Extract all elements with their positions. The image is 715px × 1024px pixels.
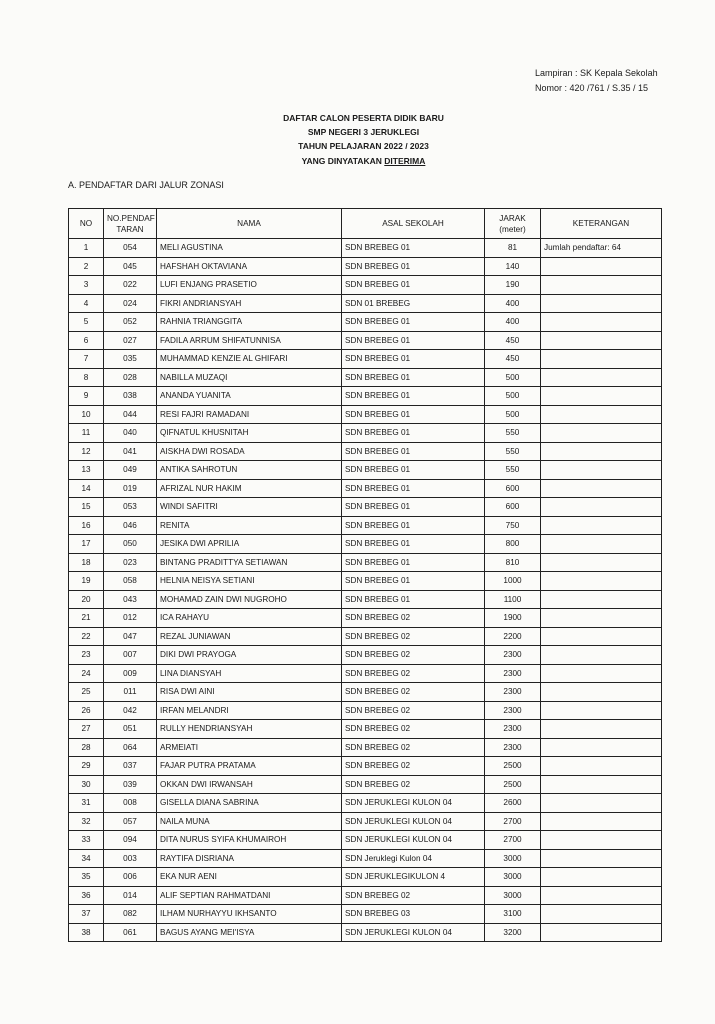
cell-no-pendaftaran: 045 <box>104 257 157 276</box>
cell-nama: RENITA <box>157 516 342 535</box>
cell-asal-sekolah: SDN BREBEG 01 <box>342 405 485 424</box>
cell-keterangan <box>541 609 662 628</box>
cell-no: 19 <box>69 572 104 591</box>
lampiran-block <box>535 66 658 96</box>
cell-asal-sekolah: SDN JERUKLEGI KULON 04 <box>342 794 485 813</box>
cell-jarak: 750 <box>485 516 541 535</box>
cell-no: 16 <box>69 516 104 535</box>
table-row <box>69 257 662 276</box>
cell-no: 29 <box>69 757 104 776</box>
table-row <box>69 442 662 461</box>
title-line-2: SMP NEGERI 3 JERUKLEGI <box>307 127 420 138</box>
cell-keterangan <box>541 868 662 887</box>
cell-no: 7 <box>69 350 104 369</box>
cell-nama: FIKRI ANDRIANSYAH <box>157 294 342 313</box>
cell-asal-sekolah: SDN BREBEG 01 <box>342 572 485 591</box>
table-row <box>69 757 662 776</box>
section-heading: A. PENDAFTAR DARI JALUR ZONASI <box>68 180 224 190</box>
cell-no-pendaftaran: 041 <box>104 442 157 461</box>
cell-jarak: 500 <box>485 387 541 406</box>
cell-keterangan <box>541 442 662 461</box>
title-line-4 <box>12 154 715 168</box>
cell-no: 28 <box>69 738 104 757</box>
cell-keterangan <box>541 886 662 905</box>
table-row <box>69 701 662 720</box>
cell-jarak: 2500 <box>485 775 541 794</box>
cell-no: 22 <box>69 627 104 646</box>
cell-no: 8 <box>69 368 104 387</box>
cell-nama: RISA DWI AINI <box>157 683 342 702</box>
table-row <box>69 461 662 480</box>
cell-no-pendaftaran: 053 <box>104 498 157 517</box>
cell-no-pendaftaran: 049 <box>104 461 157 480</box>
cell-nama: AFRIZAL NUR HAKIM <box>157 479 342 498</box>
cell-nama: DIKI DWI PRAYOGA <box>157 646 342 665</box>
table-row <box>69 683 662 702</box>
cell-keterangan <box>541 701 662 720</box>
cell-keterangan <box>541 479 662 498</box>
cell-jarak: 2300 <box>485 738 541 757</box>
cell-asal-sekolah: SDN BREBEG 02 <box>342 609 485 628</box>
header-nama: NAMA <box>157 209 342 239</box>
cell-asal-sekolah: SDN BREBEG 02 <box>342 757 485 776</box>
cell-jarak: 2300 <box>485 646 541 665</box>
cell-nama: DITA NURUS SYIFA KHUMAIROH <box>157 831 342 850</box>
table-row <box>69 535 662 554</box>
cell-no-pendaftaran: 037 <box>104 757 157 776</box>
cell-nama: MELI AGUSTINA <box>157 239 342 258</box>
cell-asal-sekolah: SDN BREBEG 01 <box>342 331 485 350</box>
applicant-table <box>68 208 662 942</box>
cell-no-pendaftaran: 082 <box>104 905 157 924</box>
cell-no-pendaftaran: 057 <box>104 812 157 831</box>
cell-no: 3 <box>69 276 104 295</box>
cell-asal-sekolah: SDN BREBEG 02 <box>342 720 485 739</box>
cell-keterangan <box>541 572 662 591</box>
cell-jarak: 810 <box>485 553 541 572</box>
cell-asal-sekolah: SDN BREBEG 01 <box>342 313 485 332</box>
table-row <box>69 775 662 794</box>
cell-jarak: 3100 <box>485 905 541 924</box>
cell-no-pendaftaran: 019 <box>104 479 157 498</box>
cell-jarak: 600 <box>485 479 541 498</box>
header-no-pendaftaran-line-2: TARAN <box>116 224 144 234</box>
lampiran-line: Lampiran : SK Kepala Sekolah <box>535 68 658 78</box>
cell-no-pendaftaran: 003 <box>104 849 157 868</box>
table-row <box>69 923 662 942</box>
cell-no-pendaftaran: 064 <box>104 738 157 757</box>
cell-no-pendaftaran: 050 <box>104 535 157 554</box>
cell-jarak: 190 <box>485 276 541 295</box>
cell-keterangan <box>541 387 662 406</box>
table-header-row <box>69 209 662 239</box>
cell-no: 27 <box>69 720 104 739</box>
cell-no-pendaftaran: 035 <box>104 350 157 369</box>
cell-asal-sekolah: SDN BREBEG 02 <box>342 627 485 646</box>
cell-no: 1 <box>69 239 104 258</box>
cell-no: 35 <box>69 868 104 887</box>
cell-no: 20 <box>69 590 104 609</box>
table-row <box>69 609 662 628</box>
cell-no-pendaftaran: 051 <box>104 720 157 739</box>
cell-keterangan <box>541 738 662 757</box>
cell-keterangan <box>541 350 662 369</box>
cell-no-pendaftaran: 028 <box>104 368 157 387</box>
cell-asal-sekolah: SDN BREBEG 02 <box>342 683 485 702</box>
cell-nama: EKA NUR AENI <box>157 868 342 887</box>
cell-keterangan <box>541 535 662 554</box>
table-row <box>69 646 662 665</box>
cell-nama: LINA DIANSYAH <box>157 664 342 683</box>
table-row <box>69 886 662 905</box>
cell-no-pendaftaran: 040 <box>104 424 157 443</box>
table-row <box>69 331 662 350</box>
cell-no: 13 <box>69 461 104 480</box>
cell-nama: IRFAN MELANDRI <box>157 701 342 720</box>
cell-asal-sekolah: SDN BREBEG 01 <box>342 276 485 295</box>
cell-jarak: 2300 <box>485 720 541 739</box>
cell-nama: MOHAMAD ZAIN DWI NUGROHO <box>157 590 342 609</box>
cell-asal-sekolah: SDN 01 BREBEG <box>342 294 485 313</box>
cell-keterangan <box>541 831 662 850</box>
table-row <box>69 479 662 498</box>
cell-no: 31 <box>69 794 104 813</box>
cell-keterangan <box>541 461 662 480</box>
cell-nama: ALIF SEPTIAN RAHMATDANI <box>157 886 342 905</box>
cell-keterangan <box>541 757 662 776</box>
table-row <box>69 849 662 868</box>
cell-nama: OKKAN DWI IRWANSAH <box>157 775 342 794</box>
cell-no-pendaftaran: 011 <box>104 683 157 702</box>
cell-no: 33 <box>69 831 104 850</box>
cell-asal-sekolah: SDN JERUKLEGI KULON 04 <box>342 923 485 942</box>
cell-nama: BAGUS AYANG MEI'ISYA <box>157 923 342 942</box>
cell-no-pendaftaran: 054 <box>104 239 157 258</box>
cell-no: 6 <box>69 331 104 350</box>
cell-asal-sekolah: SDN BREBEG 01 <box>342 239 485 258</box>
cell-nama: HAFSHAH OKTAVIANA <box>157 257 342 276</box>
cell-no-pendaftaran: 061 <box>104 923 157 942</box>
table-row <box>69 516 662 535</box>
cell-asal-sekolah: SDN BREBEG 01 <box>342 387 485 406</box>
cell-no: 15 <box>69 498 104 517</box>
cell-keterangan <box>541 794 662 813</box>
cell-no: 37 <box>69 905 104 924</box>
cell-no-pendaftaran: 052 <box>104 313 157 332</box>
cell-jarak: 2300 <box>485 683 541 702</box>
cell-nama: ARMEIATI <box>157 738 342 757</box>
cell-no-pendaftaran: 007 <box>104 646 157 665</box>
cell-no: 12 <box>69 442 104 461</box>
table-row <box>69 405 662 424</box>
table-row <box>69 627 662 646</box>
cell-jarak: 2700 <box>485 831 541 850</box>
cell-asal-sekolah: SDN BREBEG 02 <box>342 886 485 905</box>
table-row <box>69 498 662 517</box>
cell-jarak: 400 <box>485 294 541 313</box>
cell-nama: ANANDA YUANITA <box>157 387 342 406</box>
cell-keterangan <box>541 553 662 572</box>
cell-keterangan <box>541 498 662 517</box>
table-row <box>69 590 662 609</box>
cell-no: 25 <box>69 683 104 702</box>
cell-no: 23 <box>69 646 104 665</box>
table-row <box>69 350 662 369</box>
cell-jarak: 2200 <box>485 627 541 646</box>
cell-jarak: 600 <box>485 498 541 517</box>
table-row <box>69 572 662 591</box>
cell-keterangan <box>541 276 662 295</box>
cell-jarak: 500 <box>485 405 541 424</box>
table-row <box>69 368 662 387</box>
header-jarak <box>485 209 541 239</box>
cell-no-pendaftaran: 022 <box>104 276 157 295</box>
cell-keterangan <box>541 905 662 924</box>
cell-keterangan <box>541 683 662 702</box>
cell-no-pendaftaran: 014 <box>104 886 157 905</box>
cell-keterangan <box>541 405 662 424</box>
table-row <box>69 905 662 924</box>
cell-asal-sekolah: SDN BREBEG 01 <box>342 442 485 461</box>
cell-no-pendaftaran: 046 <box>104 516 157 535</box>
cell-asal-sekolah: SDN BREBEG 03 <box>342 905 485 924</box>
header-keterangan: KETERANGAN <box>541 209 662 239</box>
cell-asal-sekolah: SDN BREBEG 01 <box>342 257 485 276</box>
cell-jarak: 800 <box>485 535 541 554</box>
table-row <box>69 720 662 739</box>
cell-no-pendaftaran: 027 <box>104 331 157 350</box>
cell-no-pendaftaran: 009 <box>104 664 157 683</box>
cell-jarak: 450 <box>485 331 541 350</box>
cell-keterangan <box>541 923 662 942</box>
cell-no-pendaftaran: 023 <box>104 553 157 572</box>
cell-asal-sekolah: SDN BREBEG 02 <box>342 646 485 665</box>
cell-no: 14 <box>69 479 104 498</box>
cell-asal-sekolah: SDN BREBEG 01 <box>342 350 485 369</box>
cell-nama: AISKHA DWI ROSADA <box>157 442 342 461</box>
cell-keterangan <box>541 664 662 683</box>
cell-asal-sekolah: SDN BREBEG 01 <box>342 590 485 609</box>
header-no-pendaftaran-line-1: NO.PENDAF <box>107 213 155 223</box>
cell-jarak: 550 <box>485 461 541 480</box>
cell-no: 36 <box>69 886 104 905</box>
cell-jarak: 1100 <box>485 590 541 609</box>
cell-asal-sekolah: SDN BREBEG 01 <box>342 461 485 480</box>
document-title <box>0 111 715 168</box>
table-row <box>69 294 662 313</box>
cell-no-pendaftaran: 024 <box>104 294 157 313</box>
table-row <box>69 239 662 258</box>
cell-asal-sekolah: SDN BREBEG 01 <box>342 553 485 572</box>
cell-no: 17 <box>69 535 104 554</box>
cell-jarak: 2500 <box>485 757 541 776</box>
cell-no: 11 <box>69 424 104 443</box>
table-row <box>69 424 662 443</box>
header-no: NO <box>69 209 104 239</box>
cell-keterangan <box>541 720 662 739</box>
cell-keterangan <box>541 313 662 332</box>
cell-nama: JESIKA DWI APRILIA <box>157 535 342 554</box>
cell-keterangan <box>541 368 662 387</box>
cell-nama: RULLY HENDRIANSYAH <box>157 720 342 739</box>
cell-jarak: 550 <box>485 424 541 443</box>
cell-keterangan <box>541 590 662 609</box>
cell-jarak: 450 <box>485 350 541 369</box>
cell-asal-sekolah: SDN BREBEG 02 <box>342 738 485 757</box>
table-row <box>69 664 662 683</box>
nomor-line: Nomor : 420 /761 / S.35 / 15 <box>535 83 649 93</box>
table-body <box>69 239 662 942</box>
cell-jarak: 1900 <box>485 609 541 628</box>
table-row <box>69 387 662 406</box>
header-no-pendaftaran <box>104 209 157 239</box>
cell-keterangan <box>541 257 662 276</box>
cell-nama: RAYTIFA DISRIANA <box>157 849 342 868</box>
cell-nama: MUHAMMAD KENZIE AL GHIFARI <box>157 350 342 369</box>
cell-jarak: 2600 <box>485 794 541 813</box>
cell-keterangan <box>541 627 662 646</box>
table-row <box>69 812 662 831</box>
table-row <box>69 553 662 572</box>
table-row <box>69 868 662 887</box>
cell-asal-sekolah: SDN BREBEG 02 <box>342 664 485 683</box>
cell-jarak: 3200 <box>485 923 541 942</box>
cell-keterangan <box>541 775 662 794</box>
cell-jarak: 3000 <box>485 849 541 868</box>
cell-jarak: 3000 <box>485 868 541 887</box>
cell-nama: REZAL JUNIAWAN <box>157 627 342 646</box>
cell-jarak: 550 <box>485 442 541 461</box>
cell-jarak: 140 <box>485 257 541 276</box>
cell-no-pendaftaran: 094 <box>104 831 157 850</box>
cell-nama: NABILLA MUZAQI <box>157 368 342 387</box>
cell-no-pendaftaran: 047 <box>104 627 157 646</box>
cell-no: 18 <box>69 553 104 572</box>
cell-keterangan <box>541 424 662 443</box>
header-jarak-line-1: JARAK <box>499 213 526 223</box>
table-row <box>69 313 662 332</box>
cell-asal-sekolah: SDN BREBEG 02 <box>342 701 485 720</box>
cell-jarak: 3000 <box>485 886 541 905</box>
cell-nama: HELNIA NEISYA SETIANI <box>157 572 342 591</box>
table-row <box>69 738 662 757</box>
cell-no: 24 <box>69 664 104 683</box>
cell-no: 32 <box>69 812 104 831</box>
cell-no: 26 <box>69 701 104 720</box>
cell-no-pendaftaran: 012 <box>104 609 157 628</box>
cell-nama: RAHNIA TRIANGGITA <box>157 313 342 332</box>
cell-keterangan <box>541 646 662 665</box>
cell-jarak: 500 <box>485 368 541 387</box>
cell-nama: LUFI ENJANG PRASETIO <box>157 276 342 295</box>
cell-jarak: 2300 <box>485 701 541 720</box>
cell-jarak: 2300 <box>485 664 541 683</box>
cell-nama: ILHAM NURHAYYU IKHSANTO <box>157 905 342 924</box>
cell-nama: NAILA MUNA <box>157 812 342 831</box>
cell-nama: QIFNATUL KHUSNITAH <box>157 424 342 443</box>
cell-no: 38 <box>69 923 104 942</box>
cell-no-pendaftaran: 039 <box>104 775 157 794</box>
cell-jarak: 2700 <box>485 812 541 831</box>
cell-nama: ANTIKA SAHROTUN <box>157 461 342 480</box>
cell-asal-sekolah: SDN BREBEG 01 <box>342 479 485 498</box>
cell-keterangan <box>541 849 662 868</box>
header-asal-sekolah: ASAL SEKOLAH <box>342 209 485 239</box>
cell-no: 2 <box>69 257 104 276</box>
cell-no-pendaftaran: 006 <box>104 868 157 887</box>
cell-no: 10 <box>69 405 104 424</box>
cell-jarak: 400 <box>485 313 541 332</box>
cell-asal-sekolah: SDN BREBEG 01 <box>342 498 485 517</box>
cell-no-pendaftaran: 044 <box>104 405 157 424</box>
cell-asal-sekolah: SDN JERUKLEGI KULON 04 <box>342 831 485 850</box>
cell-keterangan: Jumlah pendaftar: 64 <box>541 239 662 258</box>
cell-asal-sekolah: SDN Jeruklegi Kulon 04 <box>342 849 485 868</box>
cell-no: 9 <box>69 387 104 406</box>
table-row <box>69 794 662 813</box>
cell-asal-sekolah: SDN BREBEG 01 <box>342 516 485 535</box>
title-line-3: TAHUN PELAJARAN 2022 / 2023 <box>298 141 429 152</box>
title-line-4-prefix: YANG DINYATAKAN <box>301 155 385 166</box>
cell-no-pendaftaran: 042 <box>104 701 157 720</box>
cell-asal-sekolah: SDN BREBEG 02 <box>342 775 485 794</box>
cell-keterangan <box>541 812 662 831</box>
cell-no: 34 <box>69 849 104 868</box>
cell-no-pendaftaran: 008 <box>104 794 157 813</box>
title-line-1: DAFTAR CALON PESERTA DIDIK BARU <box>283 113 444 123</box>
cell-no: 21 <box>69 609 104 628</box>
cell-nama: GISELLA DIANA SABRINA <box>157 794 342 813</box>
cell-asal-sekolah: SDN JERUKLEGIKULON 4 <box>342 868 485 887</box>
cell-nama: FAJAR PUTRA PRATAMA <box>157 757 342 776</box>
table-row <box>69 276 662 295</box>
cell-keterangan <box>541 331 662 350</box>
cell-asal-sekolah: SDN BREBEG 01 <box>342 368 485 387</box>
cell-asal-sekolah: SDN JERUKLEGI KULON 04 <box>342 812 485 831</box>
cell-no-pendaftaran: 043 <box>104 590 157 609</box>
cell-nama: ICA RAHAYU <box>157 609 342 628</box>
cell-nama: FADILA ARRUM SHIFATUNNISA <box>157 331 342 350</box>
cell-no: 5 <box>69 313 104 332</box>
cell-jarak: 1000 <box>485 572 541 591</box>
cell-jarak: 81 <box>485 239 541 258</box>
header-jarak-line-2: (meter) <box>499 224 526 234</box>
cell-no: 4 <box>69 294 104 313</box>
cell-no-pendaftaran: 058 <box>104 572 157 591</box>
title-line-4-underlined: DITERIMA <box>384 155 426 166</box>
cell-keterangan <box>541 516 662 535</box>
cell-nama: BINTANG PRADITTYA SETIAWAN <box>157 553 342 572</box>
table-row <box>69 831 662 850</box>
cell-nama: RESI FAJRI RAMADANI <box>157 405 342 424</box>
cell-no-pendaftaran: 038 <box>104 387 157 406</box>
cell-no: 30 <box>69 775 104 794</box>
cell-keterangan <box>541 294 662 313</box>
cell-asal-sekolah: SDN BREBEG 01 <box>342 535 485 554</box>
cell-asal-sekolah: SDN BREBEG 01 <box>342 424 485 443</box>
cell-nama: WINDI SAFITRI <box>157 498 342 517</box>
